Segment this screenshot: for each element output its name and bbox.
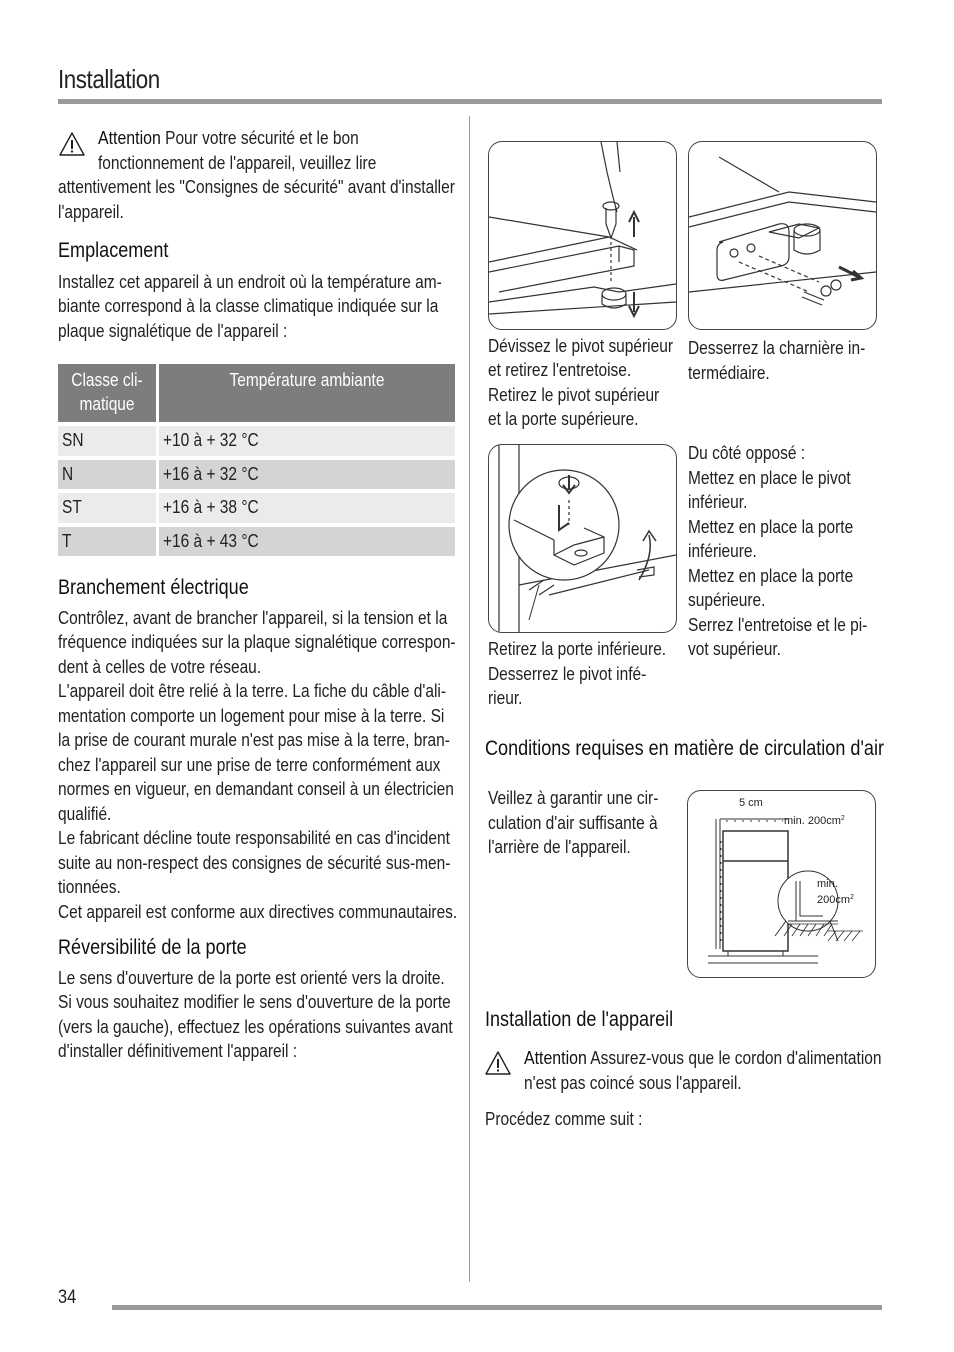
attention-2-line-1: [524, 1046, 881, 1071]
branchement-line: Contrôlez, avant de brancher l'appareil, si la tension et la: [58, 608, 448, 628]
gap-label: 5 cm: [739, 797, 763, 809]
circulation-heading: Conditions requises en matière de circulation d'air: [485, 737, 884, 760]
table-header-row: [58, 364, 455, 422]
step3-line: Desserrez le pivot infé-: [488, 664, 647, 684]
branchement-heading: Branchement électrique: [58, 576, 249, 599]
table-row: [58, 489, 455, 523]
warning-triangle-icon: [484, 1050, 512, 1076]
attention-1-line-3: attentivement les "Consignes de sécurité" avant d'installer: [58, 177, 455, 197]
figure-middle-hinge: [688, 141, 877, 330]
emplacement-heading: Emplacement: [58, 239, 169, 262]
figure-upper-pivot: [488, 141, 677, 330]
attention-label: Attention: [524, 1047, 587, 1068]
cell-text: ST: [62, 497, 82, 518]
table-cell-class: [58, 489, 159, 523]
cell-text: +16 à + 32 °C: [163, 463, 259, 484]
step4-line: inférieure.: [688, 541, 757, 561]
circulation-line: Veillez à garantir une cir-: [488, 788, 659, 808]
step4-line: supérieure.: [688, 590, 766, 610]
table-cell-temperature: [159, 523, 455, 557]
table-cell-temperature: [159, 456, 455, 490]
page-number: 34: [58, 1287, 77, 1308]
branchement-line: chez l'appareil sur une prise de terre conformément aux: [58, 755, 441, 775]
step4-line: Serrez l'entretoise et le pi-: [688, 615, 868, 635]
figure-lower-pivot: [488, 444, 677, 633]
top-area-value: min. 200cm: [784, 815, 841, 827]
cell-text: SN: [62, 430, 84, 451]
bottom-area-value: 200cm: [817, 894, 851, 906]
attention-1-line-4: l'appareil.: [58, 202, 124, 222]
reversibilite-line: Le sens d'ouverture de la porte est orienté vers la droite.: [58, 968, 445, 988]
cell-text: +16 à + 43 °C: [163, 530, 259, 551]
step1-line: et retirez l'entretoise.: [488, 360, 632, 380]
step4-line: Mettez en place la porte: [688, 517, 854, 537]
branchement-line: tionnées.: [58, 877, 121, 897]
branchement-line: fréquence indiquées sur la plaque signalétique correspon-: [58, 632, 456, 652]
attention-1-text: Pour votre sécurité et le bon: [165, 128, 359, 148]
branchement-line: L'appareil doit être relié à la terre. La fiche du câble d'ali-: [58, 681, 446, 701]
emplacement-line-3: plaque signalétique de l'appareil :: [58, 321, 288, 341]
reversibilite-heading: Réversibilité de la porte: [58, 936, 247, 959]
installation-appareil-heading: Installation de l'appareil: [485, 1008, 674, 1031]
cell-text: T: [62, 530, 72, 551]
table-cell-temperature: [159, 422, 455, 456]
column-divider: [469, 116, 470, 1282]
bottom-area-label-2: [817, 894, 854, 906]
step2-line: Desserrez la charnière in-: [688, 338, 866, 358]
branchement-line: normes en vigueur, en demandant conseil à un électricien: [58, 779, 454, 799]
step4-line: Du côté opposé :: [688, 443, 806, 463]
cell-text: +16 à + 38 °C: [163, 497, 259, 518]
procedure-text: Procédez comme suit :: [485, 1109, 643, 1129]
lower-pivot-illustration: [489, 445, 676, 632]
table-cell-class: [58, 456, 159, 490]
table-header-class: [58, 364, 159, 422]
top-area-label: [784, 815, 845, 827]
step3-line: Retirez la porte inférieure.: [488, 639, 667, 659]
cell-text: +10 à + 32 °C: [163, 430, 259, 451]
attention-1-line-2: fonctionnement de l'appareil, veuillez lire: [98, 153, 377, 173]
page-title: Installation: [58, 64, 160, 94]
reversibilite-line: d'installer définitivement l'appareil :: [58, 1041, 298, 1061]
circulation-line: culation d'air suffisante à: [488, 813, 658, 833]
step4-line: Mettez en place le pivot: [688, 468, 851, 488]
title-rule: [58, 99, 882, 104]
table-cell-class: [58, 523, 159, 557]
reversibilite-line: Si vous souhaitez modifier le sens d'ouverture de la porte: [58, 992, 451, 1012]
climate-class-table: [58, 364, 455, 556]
top-area-superscript: 2: [840, 815, 845, 822]
branchement-line: Le fabricant décline toute responsabilité en cas d'incident: [58, 828, 450, 848]
branchement-line: suite au non-respect des consignes de sécurité sus-men-: [58, 853, 451, 873]
branchement-line: dent à celles de votre réseau.: [58, 657, 262, 677]
table-row: [58, 422, 455, 456]
step1-line: et la porte supérieure.: [488, 409, 639, 429]
ventilation-illustration: [688, 791, 875, 977]
table-cell-temperature: [159, 489, 455, 523]
step2-line: termédiaire.: [688, 363, 770, 383]
branchement-line: la prise de courant murale n'est pas mise à la terre, bran-: [58, 730, 450, 750]
step4-line: Mettez en place la porte: [688, 566, 854, 586]
bottom-area-label-1: min.: [817, 878, 838, 890]
figure-ventilation: [687, 790, 876, 978]
warning-triangle-icon: [58, 131, 86, 157]
circulation-line: l'arrière de l'appareil.: [488, 837, 631, 857]
branchement-line: Cet appareil est conforme aux directives communautaires.: [58, 902, 458, 922]
table-header-temperature: [159, 364, 455, 422]
table-cell-class: [58, 422, 159, 456]
attention-2-text: Assurez-vous que le cordon d'alimentation: [590, 1048, 882, 1068]
step1-line: Dévissez le pivot supérieur: [488, 336, 673, 356]
reversibilite-line: (vers la gauche), effectuez les opérations suivantes avant: [58, 1017, 453, 1037]
step1-line: Retirez le pivot supérieur: [488, 385, 660, 405]
emplacement-line-1: Installez cet appareil à un endroit où la température am-: [58, 272, 442, 292]
table-row: [58, 523, 455, 557]
footer-rule: [112, 1305, 882, 1310]
branchement-line: mentation comporte un logement pour mise à la terre. Si: [58, 706, 445, 726]
attention-1-line-1: [98, 126, 359, 151]
attention-2-line-2: n'est pas coincé sous l'appareil.: [524, 1073, 742, 1093]
step4-line: vot supérieur.: [688, 639, 781, 659]
cell-text: N: [62, 463, 74, 484]
emplacement-line-2: biante correspond à la classe climatique indiquée sur la: [58, 296, 439, 316]
middle-hinge-illustration: [689, 142, 876, 329]
attention-label: Attention: [98, 127, 161, 148]
header-class-line-1: Classe cli-: [71, 370, 143, 390]
bottom-area-superscript: 2: [850, 894, 854, 901]
upper-pivot-illustration: [489, 142, 676, 329]
header-class-line-2: matique: [79, 394, 135, 414]
header-temperature-text: Température ambiante: [229, 370, 385, 390]
step4-line: inférieur.: [688, 492, 748, 512]
step3-line: rieur.: [488, 688, 523, 708]
branchement-line: qualifié.: [58, 804, 112, 824]
table-row: [58, 456, 455, 490]
